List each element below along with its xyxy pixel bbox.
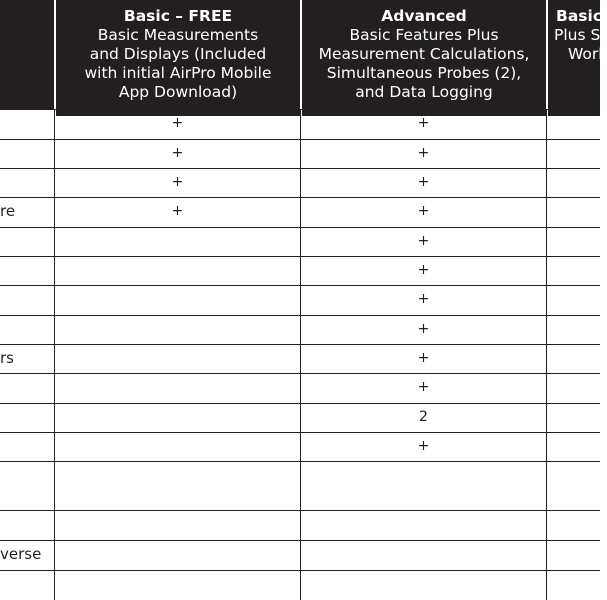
advanced-cell: + [417,262,430,278]
column-desc-line: Measurement Calculations, [318,45,530,63]
grid-line-horizontal [0,461,600,462]
advanced-cell: + [417,115,430,131]
grid-line-horizontal [0,432,600,433]
header-basic-plus [548,0,607,116]
column-desc-line: Plus S [554,26,601,44]
grid-line-horizontal [0,197,600,198]
header-feature-column [0,0,54,109]
grid-line-horizontal [0,168,600,169]
basic-cell: + [171,115,184,131]
grid-line-horizontal [0,344,600,345]
advanced-cell: + [417,350,430,366]
basic-cell: + [171,203,184,219]
advanced-cell: + [417,379,430,395]
grid-line-horizontal [0,109,600,110]
advanced-cell: + [417,233,430,249]
column-desc-line: with initial AirPro Mobile [84,64,272,82]
column-desc-line: Work [568,45,607,63]
advanced-cell: + [417,174,430,190]
grid-line-horizontal [0,256,600,257]
header-advanced [302,0,546,116]
advanced-cell: + [417,438,430,454]
feature-label: verse [0,545,42,563]
basic-cell: + [171,174,184,190]
advanced-cell: + [417,321,430,337]
grid-line-horizontal [0,285,600,286]
column-desc-line: and Displays (Included [89,45,267,63]
feature-label: re [0,202,16,220]
grid-line-vertical [546,109,547,600]
header-basic-free [56,0,300,116]
advanced-cell: + [417,291,430,307]
basic-cell: + [171,145,184,161]
advanced-cell: + [417,145,430,161]
advanced-cell: 2 [419,409,428,425]
grid-line-horizontal [0,315,600,316]
column-desc-line: App Download) [118,83,238,101]
feature-label: rs [0,349,14,367]
grid-line-horizontal [0,139,600,140]
column-desc-line: Simultaneous Probes (2), [326,64,522,82]
column-desc-line: Basic Measurements [97,26,259,44]
column-desc-line: Basic Features Plus [349,26,499,44]
grid-line-horizontal [0,510,600,511]
column-title-basic-free: Basic – FREE [123,7,233,25]
column-title-advanced: Advanced [381,7,467,25]
grid-line-horizontal [0,570,600,571]
grid-line-horizontal [0,540,600,541]
grid-line-horizontal [0,373,600,374]
grid-line-horizontal [0,227,600,228]
column-desc-line: and Data Logging [355,83,493,101]
column-title-basic-plus: Basic [556,7,603,25]
advanced-cell: + [417,203,430,219]
grid-line-horizontal [0,403,600,404]
